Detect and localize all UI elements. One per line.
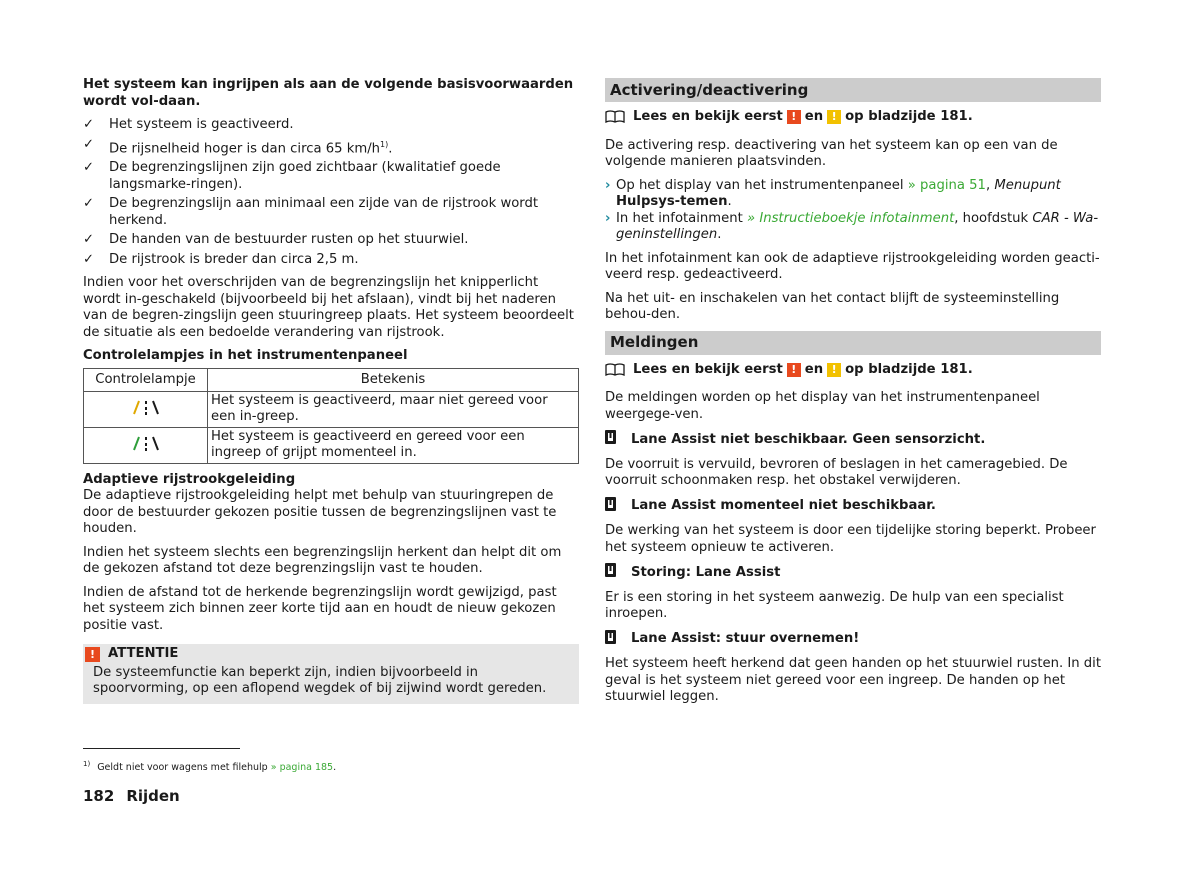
chevron-right-icon: ›	[605, 210, 611, 226]
column-header: Controlelampje	[84, 368, 208, 391]
contact-text: Na het uit- en inschakelen van het contact blijft de systeeminstelling behou-den.	[605, 290, 1060, 322]
message-text: Het systeem heeft herkend dat geen handen op het stuurwiel rusten. In dit geval is het systeem niet gereed voor een ingreep. De handen op het stuurwiel leggen.	[605, 656, 1102, 704]
adaptive-paragraph: De adaptieve rijstrookgeleiding helpt met behulp van stuuringrepen de door de bestuurder gekozen positie tussen de begrenzingslijnen vast te houden.	[83, 488, 557, 537]
book-icon	[605, 110, 625, 124]
attention-title: ATTENTIE	[108, 646, 179, 662]
section-title: Meldingen	[605, 331, 1101, 355]
wrench-icon	[605, 497, 616, 511]
wrench-icon	[605, 563, 616, 577]
warning-icon: !	[85, 647, 100, 662]
section-title: Activering/deactivering	[605, 78, 1101, 102]
check-icon: ✓	[83, 136, 95, 152]
attention-header	[83, 646, 579, 663]
message-title: Lane Assist momenteel niet beschikbaar.	[605, 497, 1101, 517]
wrench-icon	[605, 630, 616, 644]
chapter-name: Rijden	[126, 787, 180, 805]
check-icon: ✓	[83, 251, 95, 267]
message-title: Lane Assist: stuur overnemen!	[605, 630, 1101, 650]
chevron-right-icon: ›	[605, 177, 611, 193]
read-first-note: Lees en bekijk eerst ! en ! op bladzijde 181.	[605, 109, 1101, 126]
adaptive-paragraph: Indien de afstand tot de herkende begrenzingslijn wordt gewijzigd, past het systeem zich binnen zeer korte tijd aan en houdt de nieuw gekozen positie vast.	[83, 584, 557, 633]
list-item: ✓ De rijstrook is breder dan circa 2,5 m.	[83, 251, 359, 267]
footnote-ref: 1)	[380, 139, 389, 149]
page-number: 182	[83, 787, 115, 805]
caution-icon: !	[827, 363, 841, 377]
footnote-divider	[83, 748, 240, 749]
lamp-cell	[84, 391, 208, 427]
messages-intro: De meldingen worden op het display van het instrumentenpaneel weergege-ven.	[605, 390, 1040, 422]
column-header: Betekenis	[208, 368, 579, 391]
table-row	[84, 427, 579, 463]
lane-assist-yellow-icon	[132, 398, 160, 416]
message-text: De werking van het systeem is door een tijdelijke storing beperkt. Probeer het systeem opnieuw te activeren.	[605, 523, 1096, 555]
adaptive-paragraph: Indien het systeem slechts een begrenzingslijn herkent dan helpt dit om de gekozen afstand tot deze begrenzingslijn vast te houden.	[83, 544, 562, 577]
activation-text: De activering resp. deactivering van het systeem kan op een van de volgende manieren plaatsvinden.	[605, 137, 1058, 169]
page-link[interactable]: » pagina 51	[907, 177, 986, 193]
step-item: › In het infotainment » Instructieboekje infotainment, hoofdstuk CAR - Wa-geninstellingen.	[605, 210, 1099, 242]
check-icon: ✓	[83, 232, 95, 248]
check-icon: ✓	[83, 117, 95, 132]
footnote-link[interactable]: » pagina 185	[270, 762, 334, 774]
message-text: Er is een storing in het systeem aanwezig. De hulp van een specialist inroepen.	[605, 589, 1064, 621]
intro-text: Het systeem kan ingrijpen als aan de volgende basisvoorwaarden wordt vol-daan.	[83, 77, 574, 109]
conditions-list	[83, 117, 579, 268]
footnote: $^{1)}$ Geldt niet voor wagens met filehulp » pagina 185.	[83, 760, 337, 774]
check-icon: ✓	[83, 160, 95, 176]
message-title: Lane Assist niet beschikbaar. Geen sensorzicht.	[605, 430, 1101, 450]
attention-text: De systeemfunctie kan beperkt zijn, indien bijvoorbeeld in spoorvorming, op een aflopend wegdek of bij zijwind wordt gereden.	[93, 664, 547, 697]
lane-assist-green-icon	[132, 434, 160, 452]
read-first-note: Lees en bekijk eerst ! en ! op bladzijde 181.	[605, 362, 1101, 379]
warning-icon: !	[787, 110, 801, 124]
table-header-row	[84, 368, 579, 391]
book-icon	[605, 363, 625, 377]
message-text: De voorruit is vervuild, bevroren of beslagen in het cameragebied. De voorruit schoonmaken resp. het obstakel verwijderen.	[605, 456, 1068, 488]
lamp-cell	[84, 427, 208, 463]
list-item: ✓ Het systeem is geactiveerd.	[83, 117, 294, 132]
left-column	[83, 77, 579, 704]
attention-box	[83, 644, 579, 704]
manual-link[interactable]: » Instructieboekje infotainment	[746, 210, 955, 226]
list-item: ✓ De handen van de bestuurder rusten op het stuurwiel.	[83, 232, 469, 248]
step-item: › Op het display van het instrumentenpaneel » pagina 51, Menupunt Hulpsys-temen.	[605, 177, 1061, 209]
right-column	[605, 78, 1101, 713]
table-heading: Controlelampjes in het instrumentenpaneel	[83, 348, 408, 364]
footnote-mark: 1)	[83, 760, 91, 768]
infotainment-text: In het infotainment kan ook de adaptieve rijstrookgeleiding worden geacti-veerd resp. gedeactiveerd.	[605, 250, 1100, 282]
crossing-text: Indien voor het overschrijden van de begrenzingslijn het knipperlicht wordt in-geschakeld (bijvoorbeeld bij het afslaan), vindt bij het naderen van de begren-zingslijn geen stuuringreep plaats. Het systeem beoordeelt de situatie als een bedoelde verandering van rijstrook.	[83, 275, 574, 340]
list-item: ✓ De begrenzingslijn aan minimaal een zijde van de rijstrook wordt herkend.	[83, 196, 539, 228]
adaptive-heading: Adaptieve rijstrookgeleiding	[83, 471, 296, 487]
check-icon: ✓	[83, 196, 95, 212]
table-row	[84, 391, 579, 427]
meaning-cell: Het systeem is geactiveerd, maar niet gereed voor een in-greep.	[208, 391, 579, 427]
wrench-icon	[605, 430, 616, 444]
page-footer	[83, 788, 180, 805]
caution-icon: !	[827, 110, 841, 124]
list-item: ✓ De rijsnelheid hoger is dan circa 65 $km/h^{1)}$.	[83, 136, 393, 156]
warning-icon: !	[787, 363, 801, 377]
message-title: Storing: Lane Assist	[605, 563, 1101, 583]
list-item: ✓ De begrenzingslijnen zijn goed zichtbaar (kwalitatief goede langsmarke-ringen).	[83, 160, 501, 192]
lamps-table	[83, 368, 579, 464]
meaning-cell: Het systeem is geactiveerd en gereed voor een ingreep of grijpt momenteel in.	[208, 427, 579, 463]
